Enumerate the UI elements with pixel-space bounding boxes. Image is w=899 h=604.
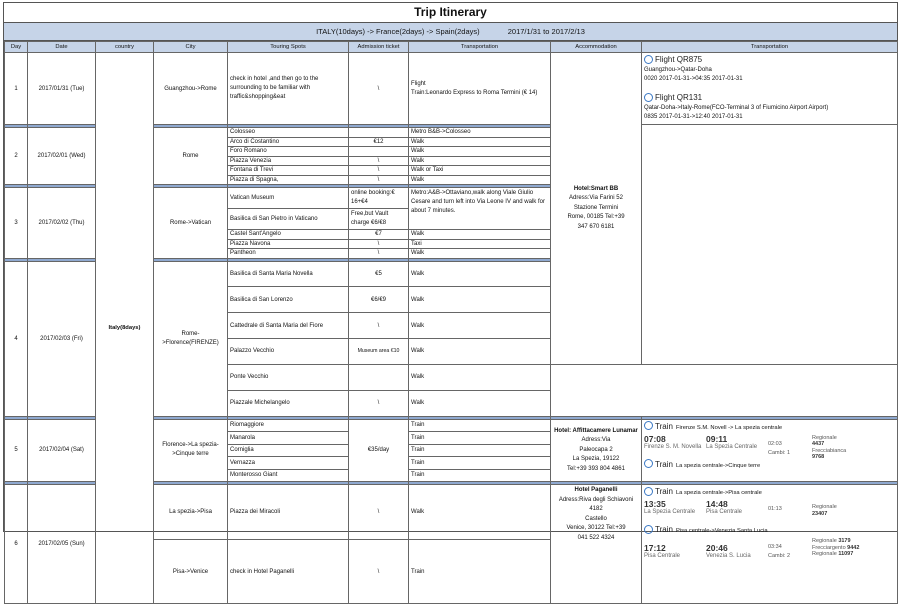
city-cell: La spezia->Pisa bbox=[154, 485, 228, 540]
hotel-address: Paleocapa 2 bbox=[579, 446, 613, 453]
city-cell: Rome->Florence(FIRENZE) bbox=[154, 261, 228, 416]
ticket-cell bbox=[349, 147, 409, 157]
spot-cell: Palazzo Vecchio bbox=[228, 338, 349, 364]
day-number: 5 bbox=[5, 419, 28, 482]
hotel-address: Rome, 00185 Tel:+39 bbox=[567, 214, 625, 221]
spot-cell: Riomaggiore bbox=[228, 419, 349, 432]
hotel-address: Stazione Termini bbox=[573, 204, 619, 211]
header-date: Date bbox=[28, 42, 96, 53]
transport-cell: Walk bbox=[409, 390, 551, 416]
transport-cell: Walk bbox=[409, 230, 551, 240]
train-changes: Cambi: 1 bbox=[768, 449, 791, 456]
train-duration: 03:34 bbox=[768, 544, 782, 550]
header-city: City bbox=[154, 42, 228, 53]
spot-cell: Basilica di San Pietro in Vaticano bbox=[228, 209, 349, 230]
flight-time: 0835 2017-01-31->12:40 2017-01-31 bbox=[644, 114, 743, 120]
transport-cell: Walk bbox=[409, 485, 551, 540]
city-cell: Pisa->Venice bbox=[154, 540, 228, 604]
header-transportation-detail: Transportation bbox=[642, 42, 898, 53]
departure-station: La Spezia Centrale bbox=[644, 509, 696, 515]
spot-cell: Pantheon bbox=[228, 249, 349, 259]
train-route: Firenze S.M. Novell -> La spezia centrale bbox=[675, 424, 783, 431]
hotel-phone: Tel:+39 393 804 4861 bbox=[567, 465, 625, 472]
arrival-station: La Spezia Centrale bbox=[706, 443, 758, 450]
ticket-cell: €35/day bbox=[349, 419, 409, 482]
train-number: 23407 bbox=[812, 510, 828, 517]
route-subtitle bbox=[4, 23, 897, 41]
train-icon bbox=[644, 459, 653, 468]
ticket-cell: €12 bbox=[349, 137, 409, 147]
day-date: 2017/02/01 (Wed) bbox=[28, 128, 96, 185]
ticket-cell bbox=[349, 364, 409, 390]
departure-time: 17:12 bbox=[644, 543, 666, 553]
spot-cell: Piazza Navona bbox=[228, 239, 349, 249]
train-icon bbox=[644, 421, 653, 430]
ticket-cell bbox=[349, 128, 409, 138]
flight-route: Guangzhou->Qatar-Doha bbox=[644, 67, 712, 73]
transport-cell: Walk bbox=[409, 137, 551, 147]
header-transportation: Transportation bbox=[409, 42, 551, 53]
spot-cell: Basilica di San Lorenzo bbox=[228, 287, 349, 313]
ticket-cell: €7 bbox=[349, 230, 409, 240]
ticket-cell: \ bbox=[349, 156, 409, 166]
spot-cell: Arco di Costantino bbox=[228, 137, 349, 147]
train-icon bbox=[644, 525, 653, 534]
train-details bbox=[642, 485, 898, 604]
header-touring-spots: Touring Spots bbox=[228, 42, 349, 53]
transport-cell: Walk bbox=[409, 338, 551, 364]
accommodation-paganelli bbox=[551, 485, 642, 604]
ticket-cell: \ bbox=[349, 249, 409, 259]
spot-cell: Manarola bbox=[228, 432, 349, 445]
arrival-station: Venezia S. Lucia bbox=[706, 553, 751, 559]
day-number: 3 bbox=[5, 188, 28, 259]
spot-cell: Piazza di Spagna, bbox=[228, 175, 349, 185]
ticket-cell: \ bbox=[349, 239, 409, 249]
train-number: 4437 bbox=[812, 441, 825, 447]
transport-cell: Walk bbox=[409, 261, 551, 287]
train-route: La spezia centrale->Pisa centrale bbox=[675, 490, 762, 496]
spot-cell: Colosseo bbox=[228, 128, 349, 138]
arrival-time: 09:11 bbox=[706, 433, 728, 444]
header-country: country bbox=[96, 42, 154, 53]
accommodation-smart-bb bbox=[551, 53, 642, 365]
transport-cell: Walk bbox=[409, 249, 551, 259]
transport-cell: Train bbox=[409, 444, 551, 457]
spot-cell: Foro Romano bbox=[228, 147, 349, 157]
transport-cell: Metro:A&B->Ottaviano,walk along Viale Giulio Cesare and turn left into Via Leone IV and walk for about 7 minutes. bbox=[409, 188, 551, 230]
hotel-phone: 347 670 6181 bbox=[577, 223, 615, 230]
transport-cell: Walk bbox=[409, 364, 551, 390]
flight-qr875 bbox=[644, 55, 895, 84]
spot-cell: Castel Sant'Angelo bbox=[228, 230, 349, 240]
ticket-cell: \ bbox=[349, 540, 409, 604]
flight-icon bbox=[644, 93, 653, 102]
country-cell: Italy(8days) bbox=[96, 53, 154, 604]
train-brand: Regionale bbox=[812, 538, 837, 544]
day-date: 2017/02/04 (Sat) bbox=[28, 419, 96, 482]
departure-time: 07:08 bbox=[644, 433, 666, 444]
ticket-cell: \ bbox=[349, 390, 409, 416]
hotel-address: Adress:Via bbox=[581, 437, 611, 443]
ticket-cell: \ bbox=[349, 53, 409, 125]
date-range: 2017/1/31 to 2017/2/13 bbox=[507, 27, 585, 36]
flight-icon bbox=[644, 55, 653, 64]
train-brand: Regionale bbox=[812, 434, 837, 441]
train-title: Train bbox=[655, 525, 673, 534]
train-duration: 02:03 bbox=[768, 440, 782, 447]
flight-qr131 bbox=[644, 93, 895, 122]
train-title: Train bbox=[655, 459, 673, 469]
header-accommodation: Accommodation bbox=[551, 42, 642, 53]
day-number: 4 bbox=[5, 261, 28, 416]
train-title: Train bbox=[655, 487, 673, 496]
transport-cell: Train bbox=[409, 432, 551, 445]
route-text: ITALY(10days) -> France(2days) -> Spain(2days) bbox=[316, 27, 480, 36]
spot-cell: Corniglia bbox=[228, 444, 349, 457]
departure-station: Pisa Centrale bbox=[644, 553, 681, 559]
day-number: 6 bbox=[5, 485, 28, 604]
flight-details bbox=[642, 53, 898, 125]
transport-cell: Metro B&B->Colosseo bbox=[409, 128, 551, 138]
itinerary-sheet bbox=[3, 2, 898, 575]
hotel-address: Castello bbox=[585, 515, 607, 522]
train-number: 9768 bbox=[812, 454, 825, 460]
day-date: 2017/02/03 (Fri) bbox=[28, 261, 96, 416]
transport-cell: Train bbox=[409, 419, 551, 432]
flight-title: Flight QR131 bbox=[655, 93, 703, 102]
transport-cell: Train bbox=[409, 540, 551, 604]
hotel-name: Hotel:Smart BB bbox=[573, 185, 619, 192]
day-number: 1 bbox=[5, 53, 28, 125]
hotel-address: 4182 bbox=[589, 506, 603, 512]
hotel-address: La Spezia, 19122 bbox=[572, 456, 620, 462]
day-number: 2 bbox=[5, 128, 28, 185]
train-card bbox=[644, 435, 895, 459]
train-route: Pisa centrale->Venezia Santa Lucia bbox=[675, 528, 768, 534]
ticket-cell: Museum area €10 bbox=[349, 338, 409, 364]
arrival-time: 20:46 bbox=[706, 543, 728, 553]
ticket-cell: \ bbox=[349, 166, 409, 176]
header-row bbox=[5, 42, 898, 53]
spot-cell: check in Hotel Paganelli bbox=[228, 540, 349, 604]
transport-cell: Walk bbox=[409, 287, 551, 313]
transport-cell: Walk or Taxi bbox=[409, 166, 551, 176]
departure-station: Firenze S. M. Novella bbox=[644, 443, 702, 450]
itinerary-table bbox=[4, 41, 898, 604]
transport-cell: Walk bbox=[409, 313, 551, 339]
spot-cell: Piazza Venezia bbox=[228, 156, 349, 166]
spot-cell: Vernazza bbox=[228, 457, 349, 470]
spot-cell: Piazzale Michelangelo bbox=[228, 390, 349, 416]
spot-cell: Cattedrale di Santa Maria del Fiore bbox=[228, 313, 349, 339]
day-date: 2017/02/05 (Sun) bbox=[28, 485, 96, 604]
ticket-cell: \ bbox=[349, 175, 409, 185]
train-changes: Cambi: 2 bbox=[768, 553, 791, 559]
page-title: Trip Itinerary bbox=[4, 3, 897, 23]
table-row bbox=[5, 53, 898, 125]
train-icon bbox=[644, 487, 653, 496]
transport-cell: Flight Train:Leonardo Express to Roma Termini (€ 14) bbox=[409, 53, 551, 125]
spot-cell: check in hotel ,and then go to the surrounding to be familiar with traffic&shopping&eat bbox=[228, 53, 349, 125]
transport-cell: Walk bbox=[409, 156, 551, 166]
ticket-cell: \ bbox=[349, 313, 409, 339]
hotel-name: Hotel Paganelli bbox=[574, 487, 618, 493]
hotel-phone: 041 522 4324 bbox=[577, 534, 615, 541]
ticket-cell: online booking:€ 16+€4 bbox=[349, 188, 409, 209]
flight-route: Qatar-Doha->Italy-Rome(FCO-Terminal 3 of Fiumicino Airport Airport) bbox=[644, 105, 829, 111]
arrival-station: Pisa Centrale bbox=[706, 509, 743, 515]
train-number: 9442 bbox=[847, 544, 860, 551]
train-card bbox=[644, 500, 895, 524]
train-brand: Regionale bbox=[812, 551, 837, 557]
day-date: 2017/02/02 (Thu) bbox=[28, 188, 96, 259]
header-day: Day bbox=[5, 42, 28, 53]
ticket-cell: Free,but Vault charge €6/€8 bbox=[349, 209, 409, 230]
ticket-cell: \ bbox=[349, 485, 409, 540]
train-route: La spezia centrale->Cinque terre bbox=[675, 462, 761, 469]
train-number: 3179 bbox=[838, 538, 851, 544]
spot-cell: Vatican Museum bbox=[228, 188, 349, 209]
flight-title: Flight QR875 bbox=[655, 55, 703, 64]
accommodation-lunamar bbox=[551, 419, 642, 482]
transport-cell: Walk bbox=[409, 147, 551, 157]
header-admission-ticket: Admission ticket bbox=[349, 42, 409, 53]
train-details bbox=[642, 419, 898, 482]
transport-cell: Walk bbox=[409, 175, 551, 185]
train-number: 11097 bbox=[838, 551, 854, 557]
spot-cell: Basilica di Santa Maria Novella bbox=[228, 261, 349, 287]
train-duration: 01:13 bbox=[768, 506, 782, 512]
transport-cell: Train bbox=[409, 469, 551, 482]
hotel-address: Adress:Via Farini 52 bbox=[569, 195, 623, 202]
train-card bbox=[644, 538, 895, 568]
ticket-cell: €5 bbox=[349, 261, 409, 287]
hotel-name: Hotel: Affittacamere Lunamar bbox=[554, 427, 638, 434]
spot-cell: Monterosso Giant bbox=[228, 469, 349, 482]
train-brand: Regionale bbox=[812, 504, 837, 510]
flight-time: 0020 2017-01-31->04:35 2017-01-31 bbox=[644, 76, 743, 82]
departure-time: 13:35 bbox=[644, 499, 666, 509]
city-cell: Rome->Vatican bbox=[154, 188, 228, 259]
transport-cell: Taxi bbox=[409, 239, 551, 249]
hotel-address: Adress:Riva degli Schiavoni bbox=[558, 496, 634, 503]
city-cell: Florence->La spezia->Cinque terre bbox=[154, 419, 228, 482]
city-cell: Rome bbox=[154, 128, 228, 185]
arrival-time: 14:48 bbox=[706, 499, 728, 509]
train-title: Train bbox=[655, 421, 673, 431]
transport-cell: Train bbox=[409, 457, 551, 470]
spot-cell: Fontana di Trevi bbox=[228, 166, 349, 176]
train-brand: Frecciargento bbox=[812, 544, 846, 551]
spot-cell: Ponte Vecchio bbox=[228, 364, 349, 390]
spot-cell: Piazza dei Miracoli bbox=[228, 485, 349, 540]
train-brand: Frecciabianca bbox=[812, 447, 847, 454]
day-date: 2017/01/31 (Tue) bbox=[28, 53, 96, 125]
hotel-address: Venice, 30122 Tel:+39 bbox=[566, 525, 626, 531]
city-cell: Guangzhou->Rome bbox=[154, 53, 228, 125]
ticket-cell: €6/€9 bbox=[349, 287, 409, 313]
